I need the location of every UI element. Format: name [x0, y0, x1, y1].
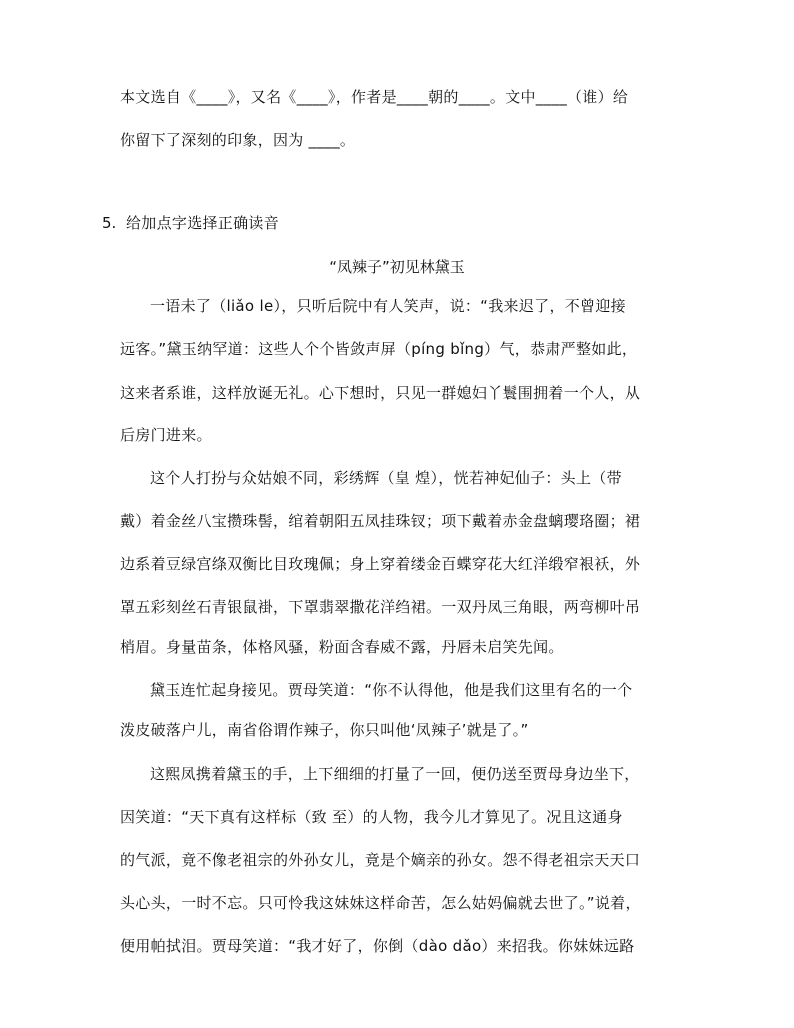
passage-line: 头心头，一时不忘。只可怜我这妹妹这样命苦，怎么姑妈偏就去世了。”说着， [120, 894, 641, 912]
passage-line: 一语未了（liǎo le），只听后院中有人笑声，说：“我来迟了，不曾迎接 [150, 297, 626, 315]
passage-line: 黛玉连忙起身接见。贾母笑道：“你不认得他，他是我们这里有名的一个 [150, 681, 633, 699]
passage-title: “凤辣子”初见林黛玉 [329, 258, 465, 276]
passage-line: 这来者系谁，这样放诞无礼。心下想时，只见一群媳妇丫鬟围拥着一个人，从 [120, 384, 641, 402]
passage-line: 这熙凤携着黛玉的手，上下细细的打量了一回，便仍送至贾母身边坐下， [150, 765, 640, 783]
question-prompt: 给加点字选择正确读音 [126, 214, 280, 232]
passage-line: 后房门进来。 [120, 426, 212, 444]
passage-line: 因笑道：“天下真有这样标（致 至）的人物，我今儿才算见了。况且这通身 [120, 808, 623, 826]
passage-line: 戴）着金丝八宝攒珠髻，绾着朝阳五凤挂珠钗；项下戴着赤金盘螭璎珞圈；裙 [120, 512, 641, 530]
passage-line: 远客。”黛玉纳罕道：这些人个个皆敛声屏（píng bǐng）气，恭肃严整如此， [120, 340, 638, 358]
passage-line: 边系着豆绿宫绦双衡比目玫瑰佩；身上穿着缕金百蝶穿花大红洋缎窄裉袄，外 [120, 555, 641, 573]
intro-line-1: 本文选自《____》，又名《____》，作者是____朝的____。文中____（谁）给 [120, 88, 629, 106]
passage-line: 罩五彩刻丝石青银鼠褂，下罩翡翠撒花洋绉裙。一双丹凤三角眼，两弯柳叶吊 [120, 598, 641, 616]
intro-line-2: 你留下了深刻的印象，因为 ____。 [120, 131, 356, 149]
passage-line: 便用帕拭泪。贾母笑道：“我才好了，你倒（dào dǎo）来招我。你妹妹远路 [120, 937, 635, 955]
question-number: 5. [102, 214, 117, 232]
passage-line: 这个人打扮与众姑娘不同，彩绣辉（皇 煌），恍若神妃仙子：头上（带 [150, 469, 622, 487]
passage-line: 梢眉。身量苗条，体格风骚，粉面含春威不露，丹唇未启笑先闻。 [120, 638, 564, 656]
passage-line: 的气派，竟不像老祖宗的外孙女儿，竟是个嫡亲的孙女。怨不得老祖宗天天口 [120, 851, 641, 869]
passage-line: 泼皮破落户儿，南省俗谓作辣子，你只叫他‘凤辣子’就是了。” [120, 721, 529, 739]
